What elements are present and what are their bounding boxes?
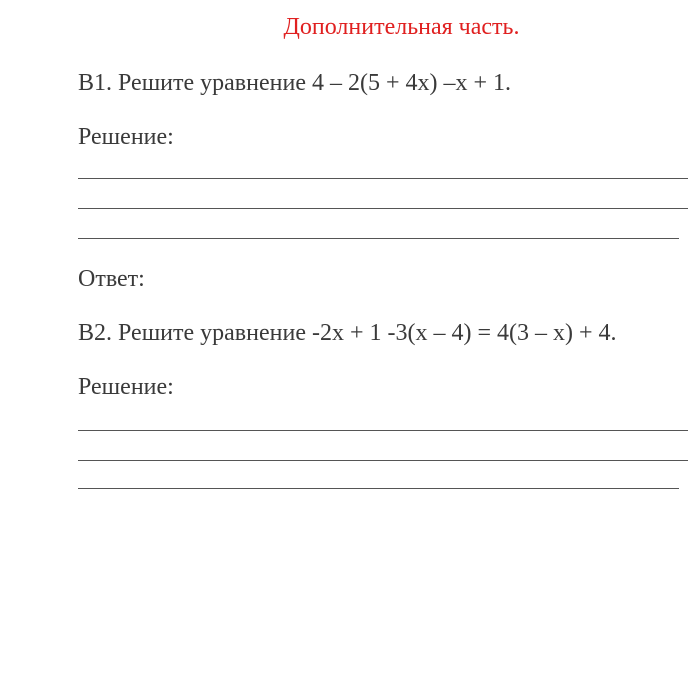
task-b2-answer-line-1 bbox=[78, 430, 688, 431]
task-b1-answer-line-2 bbox=[78, 208, 688, 209]
task-b2-solution-label: Решение: bbox=[78, 374, 174, 400]
task-b2-answer-line-2 bbox=[78, 460, 688, 461]
task-b1-answer-label: Ответ: bbox=[78, 266, 145, 292]
task-b1-solution-label: Решение: bbox=[78, 124, 174, 150]
section-title: Дополнительная часть. bbox=[283, 14, 520, 40]
task-b1-answer-line-1 bbox=[78, 178, 688, 179]
task-b1-answer-line-3 bbox=[78, 238, 679, 239]
task-b2-prompt: В2. Решите уравнение -2х + 1 -3(х – 4) = 4(3 – х) + 4. bbox=[78, 320, 617, 346]
task-b1-prompt: В1. Решите уравнение 4 – 2(5 + 4х) –х + 1. bbox=[78, 70, 512, 96]
task-b2-answer-line-3 bbox=[78, 488, 679, 489]
